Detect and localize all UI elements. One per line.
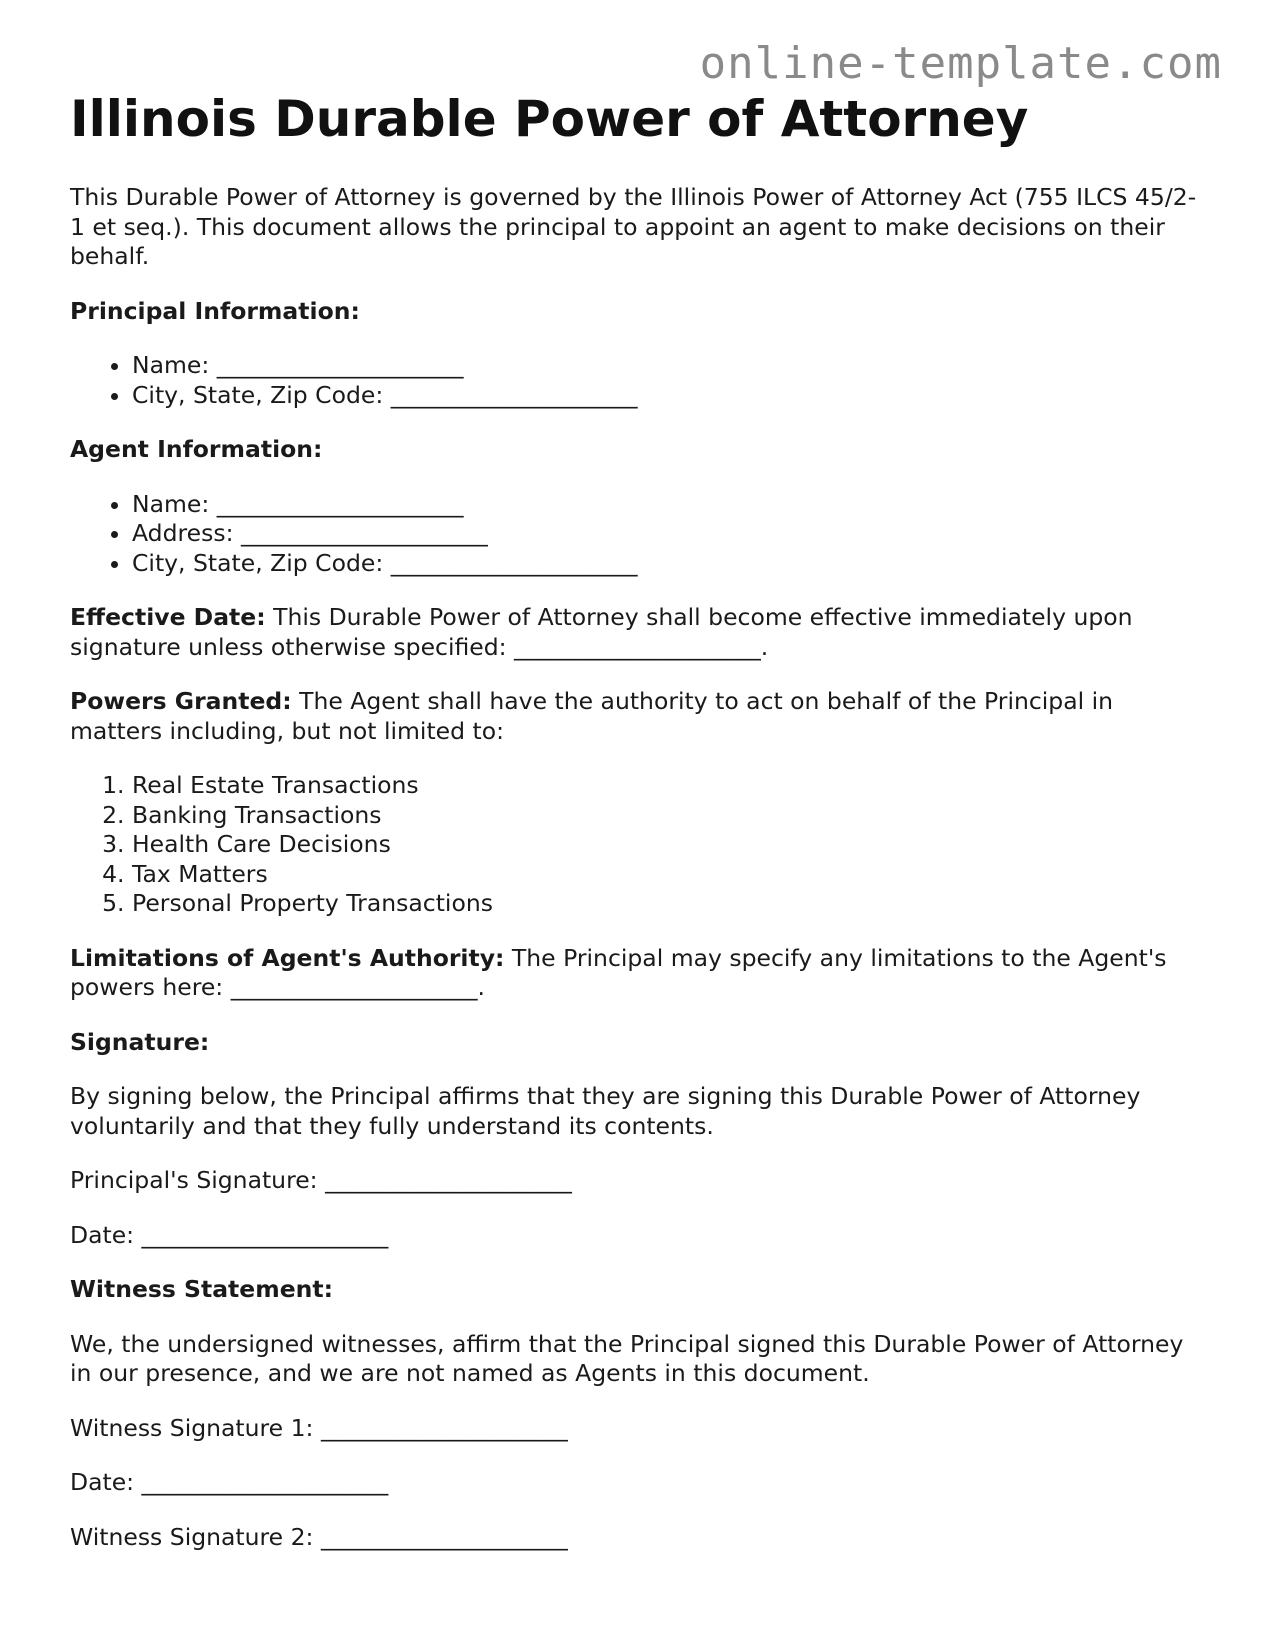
powers-label: Powers Granted:: [70, 687, 292, 715]
witness-signature-1-line: Witness Signature 1: _____________________: [70, 1413, 568, 1442]
witness-statement: We, the undersigned witnesses, affirm that the Principal signed this Durable Power of Attorney in our presence, and we are not named as Agents in this document.: [70, 1329, 1184, 1387]
powers-text: The Agent shall have the authority to act on behalf of the Principal in matters including, but not limited to:: [70, 687, 1114, 745]
limitations-label: Limitations of Agent's Authority:: [70, 943, 505, 972]
powers-list: [70, 771, 1210, 919]
signature-heading: Signature:: [70, 1027, 210, 1056]
effective-date-text: This Durable Power of Attorney shall become effective immediately upon signature unless otherwise specified: _____________________.: [70, 603, 1133, 661]
powers-paragraph: [70, 687, 1210, 746]
agent-city-field: • City, State, Zip Code: _____________________: [132, 549, 1210, 579]
watermark: online-template.com: [699, 38, 1222, 89]
witness-signature-2-line: Witness Signature 2: _____________________: [70, 1522, 568, 1551]
witness-heading: Witness Statement:: [70, 1275, 334, 1303]
principal-signature-line: Principal's Signature: _____________________: [70, 1166, 572, 1194]
agent-address-field: • Address: _____________________: [132, 519, 1210, 549]
power-item: 5. Personal Property Transactions: [132, 889, 1210, 919]
effective-date-paragraph: [70, 603, 1210, 662]
intro-paragraph: This Durable Power of Attorney is governed by the Illinois Power of Attorney Act (755 ILCS 45/2-1 et seq.). This document allows the principal to appoint an agent to make decisions on their behalf.: [70, 183, 1197, 270]
principal-heading: Principal Information:: [70, 296, 360, 325]
agent-heading: Agent Information:: [70, 435, 323, 463]
document-body: [70, 86, 1210, 1552]
limitations-text: The Principal may specify any limitations to the Agent's powers here: _____________________.: [70, 943, 1167, 1001]
power-item: 1. Real Estate Transactions: [132, 771, 1210, 801]
limitations-paragraph: [70, 944, 1210, 1003]
document-title: Illinois Durable Power of Attorney: [70, 90, 1029, 148]
signature-statement: By signing below, the Principal affirms that they are signing this Durable Power of Attorney voluntarily and that they fully understand its contents.: [70, 1082, 1141, 1140]
power-item: 2. Banking Transactions: [132, 801, 1210, 831]
principal-city-field: • City, State, Zip Code: _____________________: [132, 381, 1210, 411]
power-item: 4. Tax Matters: [132, 860, 1210, 890]
principal-fields-list: [70, 351, 1210, 410]
witness-date-line: Date: _____________________: [70, 1468, 389, 1496]
agent-fields-list: [70, 490, 1210, 579]
power-item: 3. Health Care Decisions: [132, 830, 1210, 860]
effective-date-label: Effective Date:: [70, 603, 266, 631]
principal-name-field: • Name: _____________________: [132, 351, 1210, 381]
principal-date-line: Date: _____________________: [70, 1220, 389, 1249]
agent-name-field: • Name: _____________________: [132, 490, 1210, 520]
